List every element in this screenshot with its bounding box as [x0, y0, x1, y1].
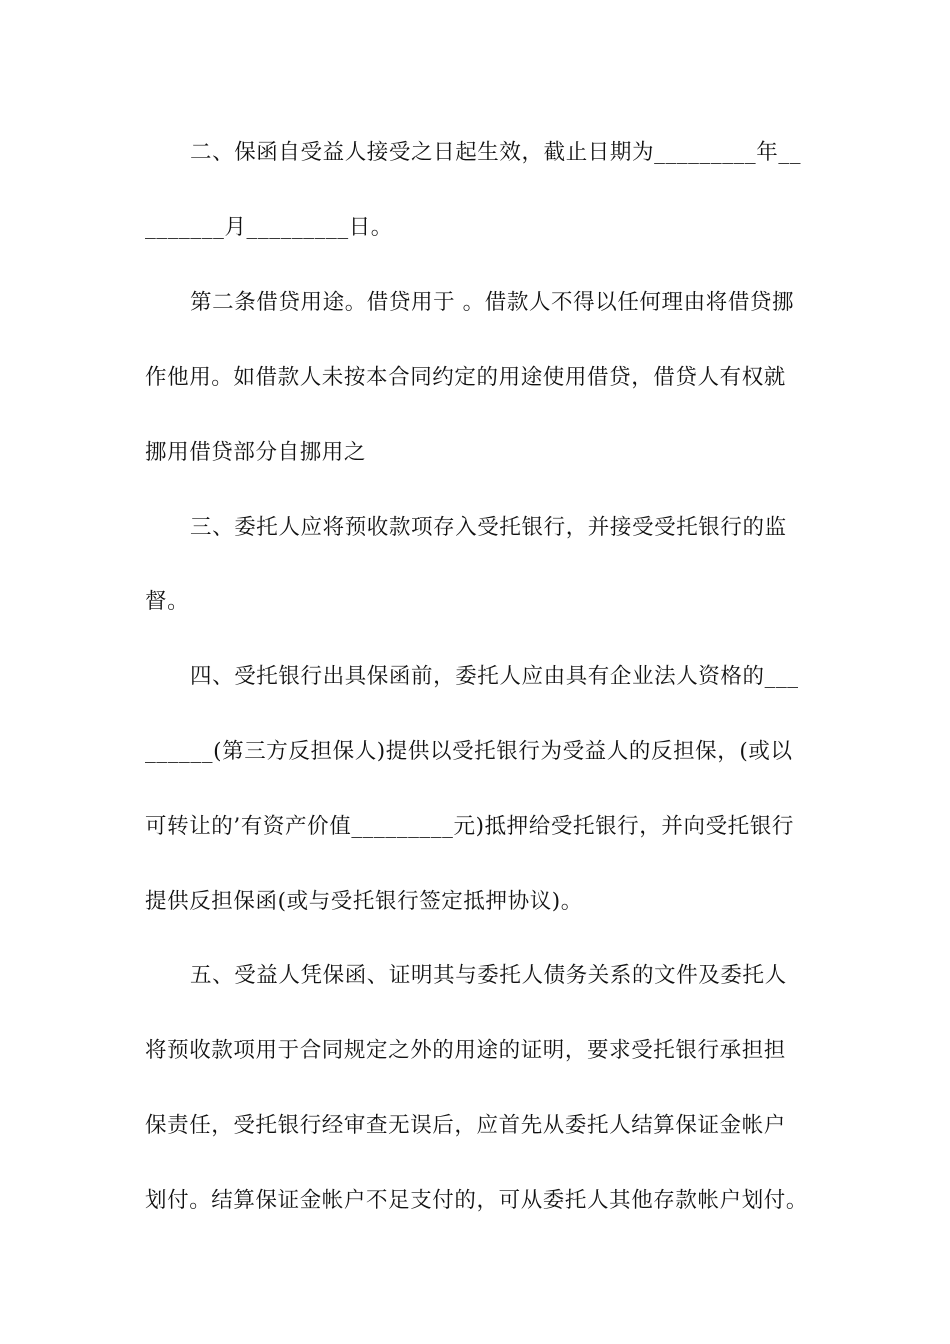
- clause-4-line-3: 可转让的’有资产价值_________元)抵押给受托银行，并向受托银行: [145, 814, 794, 839]
- article-2-line-3: 挪用借贷部分自挪用之: [145, 440, 367, 465]
- clause-3-line-1: 三、委托人应将预收款项存入受托银行，并接受受托银行的监: [190, 515, 787, 540]
- clause-5-line-4: 划付。结算保证金帐户不足支付的，可从委托人其他存款帐户划付。: [145, 1188, 809, 1213]
- clause-5-line-2: 将预收款项用于合同规定之外的用途的证明，要求受托银行承担担: [145, 1038, 786, 1063]
- clause-5-line-1: 五、受益人凭保函、证明其与委托人债务关系的文件及委托人: [190, 963, 787, 988]
- clause-4-line-1: 四、受托银行出具保函前，委托人应由具有企业法人资格的___: [190, 664, 799, 689]
- clause-3-line-2: 督。: [145, 589, 190, 614]
- clause-4-line-4: 提供反担保函(或与受托银行签定抵押协议)。: [145, 889, 583, 914]
- article-2-line-2: 作他用。如借款人未按本合同约定的用途使用借贷，借贷人有权就: [145, 365, 786, 390]
- article-2-line-1: 第二条借贷用途。借贷用于 。借款人不得以任何理由将借贷挪: [190, 290, 795, 315]
- clause-2-line-1: 二、保函自受益人接受之日起生效，截止日期为_________年__: [190, 140, 802, 165]
- clause-4-line-2: ______(第三方反担保人)提供以受托银行为受益人的反担保，(或以: [145, 739, 793, 764]
- clause-2-line-2: _______月_________日。: [145, 215, 393, 240]
- clause-5-line-3: 保责任，受托银行经审查无误后，应首先从委托人结算保证金帐户: [145, 1113, 786, 1138]
